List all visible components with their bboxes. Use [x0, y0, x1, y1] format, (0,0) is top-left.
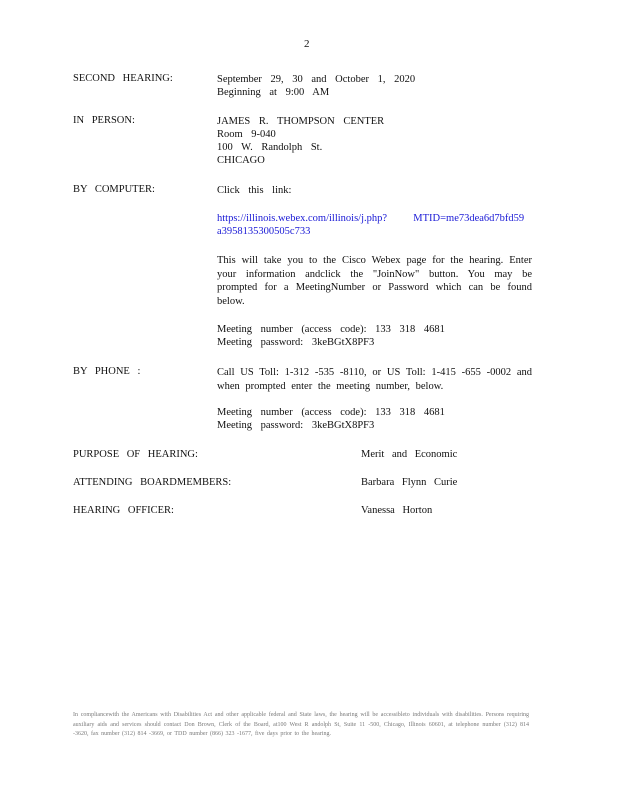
by-phone-instructions: Call US Toll: 1-312 -535 -8110, or US Toll: 1-415 -655 -0002 and when prompted enter the meeting number, below.: [217, 367, 532, 392]
officer-value: Vanessa Horton: [361, 505, 433, 516]
webex-link-line2[interactable]: a3958135300505c733: [217, 226, 311, 237]
in-person-room: Room 9-040: [217, 129, 276, 140]
second-hearing-dates: September 29, 30 and October 1, 2020: [217, 74, 416, 85]
webex-instructions: This will take you to the Cisco Webex page for the hearing. Enter your information andclick the "JoinNow" button. You may be prompted for a MeetingNumber or Password which can be found below.: [217, 255, 532, 307]
in-person-street: 100 W. Randolph St.: [217, 142, 323, 153]
second-hearing-time: Beginning at 9:00 AM: [217, 87, 330, 98]
computer-meeting-number: Meeting number (access code): 133 318 4681: [217, 324, 445, 335]
attending-value: Barbara Flynn Curie: [361, 477, 458, 488]
officer-label: HEARING OFFICER:: [73, 505, 174, 516]
accessibility-footer: In compliancewith the Americans with Disabilities Act and other applicable federal and State laws, the hearing will be accessibleto individuals with disabilities. Persons requiring auxiliary aids and services should contact Don Brown, Clerk of the Board, at100 West R andolph St, Suite 11 -500, Chicago, Illinois 60601, at telephone number (312) 814 -3620, fax number (312) 814 -3669, or TDD number (866) 323 -1677, five days prior to the hearing.: [73, 712, 529, 737]
phone-meeting-password: Meeting password: 3keBGtX8PF3: [217, 420, 375, 431]
phone-meeting-number: Meeting number (access code): 133 318 4681: [217, 407, 445, 418]
in-person-building: JAMES R. THOMPSON CENTER: [217, 116, 385, 127]
computer-meeting-password: Meeting password: 3keBGtX8PF3: [217, 337, 375, 348]
in-person-city: CHICAGO: [217, 155, 265, 166]
purpose-label: PURPOSE OF HEARING:: [73, 449, 198, 460]
attending-label: ATTENDING BOARDMEMBERS:: [73, 477, 232, 488]
second-hearing-label: SECOND HEARING:: [73, 73, 173, 84]
by-phone-label: BY PHONE :: [73, 366, 141, 377]
page-number: 2: [304, 38, 310, 50]
in-person-label: IN PERSON:: [73, 115, 135, 126]
by-computer-intro: Click this link:: [217, 185, 292, 196]
by-computer-label: BY COMPUTER:: [73, 184, 155, 195]
webex-link-line1[interactable]: https://illinois.webex.com/illinois/j.php? MTID=me73dea6d7bfd59: [217, 213, 525, 224]
purpose-value: Merit and Economic: [361, 449, 458, 460]
